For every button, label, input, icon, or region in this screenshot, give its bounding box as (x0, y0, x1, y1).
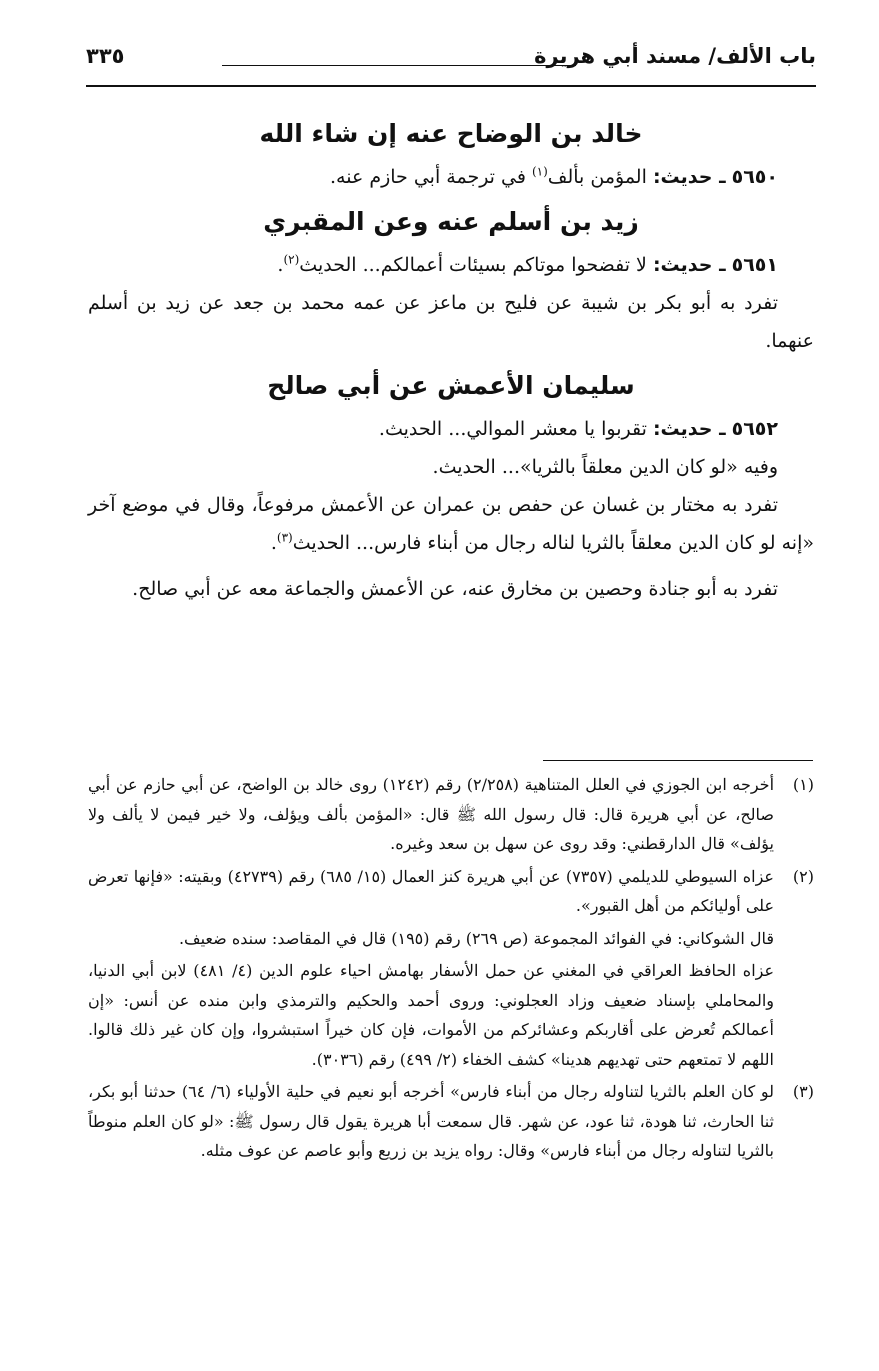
footnote-text: عزاه السيوطي للديلمي (٧٣٥٧) عن أبي هريرة كنز العمال (١٥/ ٦٨٥) رقم (٤٢٧٣٩) وبقيته: «فإنها تعرض على أوليائكم من أهل القبور». (88, 866, 774, 915)
footnote-2 (88, 862, 814, 1075)
header-title: باب الألف/ مسند أبي هريرة (534, 44, 816, 68)
running-header (86, 42, 816, 82)
entry-label: ـ حديث: (652, 254, 726, 276)
footnote-ref-1[interactable]: (١) (531, 164, 548, 179)
footnote-text: عزاه الحافظ العراقي في المغني عن حمل الأسفار بهامش احياء علوم الدين (٤/ ٤٨١) لابن أبي الدنيا، والمحاملي بإسناد ضعيف وزاد العجلوني: وروى أحمد والحكيم والترمذي وابن منده عن أنس: «إن أعمالكم تُعرض على أقاربكم وعشائركم من الأموات، فإن كان خيراً استبشروا، وإن كان غير ذلك قالوا. اللهم لا تمتعهم حتى تهديهم هدينا» كشف الخفاء (٢/ ٤٩٩) رقم (٣٠٣٦). (88, 961, 775, 1069)
section-heading-khalid: خالد بن الوضاح عنه إن شاء الله (259, 119, 643, 148)
entry-text-end: . (277, 254, 284, 276)
footnote-1 (88, 770, 814, 859)
footnote-text: قال الشوكاني: في الفوائد المجموعة (ص ٢٦٩) رقم (١٩٥) قال في المقاصد: سنده ضعيف. (178, 928, 774, 948)
header-rule (86, 85, 816, 87)
entry-label: ـ حديث: (652, 418, 726, 440)
entry-number: ٥٦٥١ (731, 254, 778, 276)
footnote-text: لو كان العلم بالثريا لتناوله رجال من أبناء فارس» أخرجه أبو نعيم في حلية الأولياء (٦/ ٦٤) حدثنا أبو بكر، ثنا الحارث، ثنا هودة، ثنا عود، عن شهر. قال سمعت أبا هريرة يقول قال رسول ﷺ: «لو كان العلم منوطاً بالثريا لتناوله رجال من أبناء فارس» وقال: رواه يزيد بن زريع وأبو عاصم عن عوف مثله. (88, 1082, 775, 1160)
paragraph-mukhtar-end: . (270, 532, 277, 554)
paragraph-tafarrud-zayd: تفرد به أبو بكر بن شيبة عن فليح بن ماعز عن عمه محمد بن جعد عن زيد بن أسلم عنهما. (88, 292, 814, 352)
entry-number: ٥٦٥٢ (731, 418, 778, 440)
section-heading-zayd: زيد بن أسلم عنه وعن المقبري (263, 207, 639, 236)
paragraph-mukhtar-text: تفرد به مختار بن غسان عن حفص بن عمران عن الأعمش مرفوعاً، وقال في موضع آخر «إنه لو كان الدين معلقاً بالثريا لناله رجال من أبناء فارس... الحديث (88, 494, 814, 554)
entry-text-cont: في ترجمة أبي حازم عنه. (329, 166, 526, 188)
hadith-entry-5651 (88, 246, 814, 284)
paragraph-mukhtar (88, 486, 814, 562)
section-heading-sulayman: سليمان الأعمش عن أبي صالح (267, 371, 635, 400)
entry-text: تقربوا يا معشر الموالي... الحديث. (378, 418, 647, 440)
footnote-text: أخرجه ابن الجوزي في العلل المتناهية (٢/٢٥٨) رقم (١٢٤٢) روى خالد بن الواضح، عن أبي حازم عن أبي صالح، عن أبي هريرة قال: قال رسول الله ﷺ قال: «المؤمن بألف ويؤلف، ولا خير فيمن لا يألف ولا يؤلف» قال الدارقطني: وقد روى عن سهل بن سعد وغيره. (88, 775, 775, 853)
entry-label: ـ حديث: (652, 166, 726, 188)
main-text (88, 108, 814, 608)
footnote-marker: (٢) (792, 866, 814, 886)
page-number: ٣٣٥ (86, 44, 125, 68)
entry-text: المؤمن بألف (547, 166, 647, 188)
entry-number: ٥٦٥٠ (731, 166, 778, 188)
paragraph-wafihi: وفيه «لو كان الدين معلقاً بالثريا»... الحديث. (432, 456, 778, 478)
footnote-separator (543, 760, 813, 761)
footnote-marker: (٣) (792, 1082, 814, 1101)
header-dash-line (222, 65, 576, 66)
paragraph-abu-junada: تفرد به أبو جنادة وحصين بن مخارق عنه، عن الأعمش والجماعة معه عن أبي صالح. (132, 578, 778, 600)
footnote-marker: (١) (792, 775, 814, 794)
footnote-ref-2[interactable]: (٢) (283, 252, 300, 267)
entry-text: لا تفضحوا موتاكم بسيئات أعمالكم... الحديث (299, 254, 647, 276)
footnote-ref-3[interactable]: (٣) (276, 530, 293, 545)
footnotes (88, 770, 814, 1169)
hadith-entry-5652 (88, 410, 814, 448)
footnote-3 (88, 1077, 814, 1166)
hadith-entry-5650 (88, 158, 814, 196)
